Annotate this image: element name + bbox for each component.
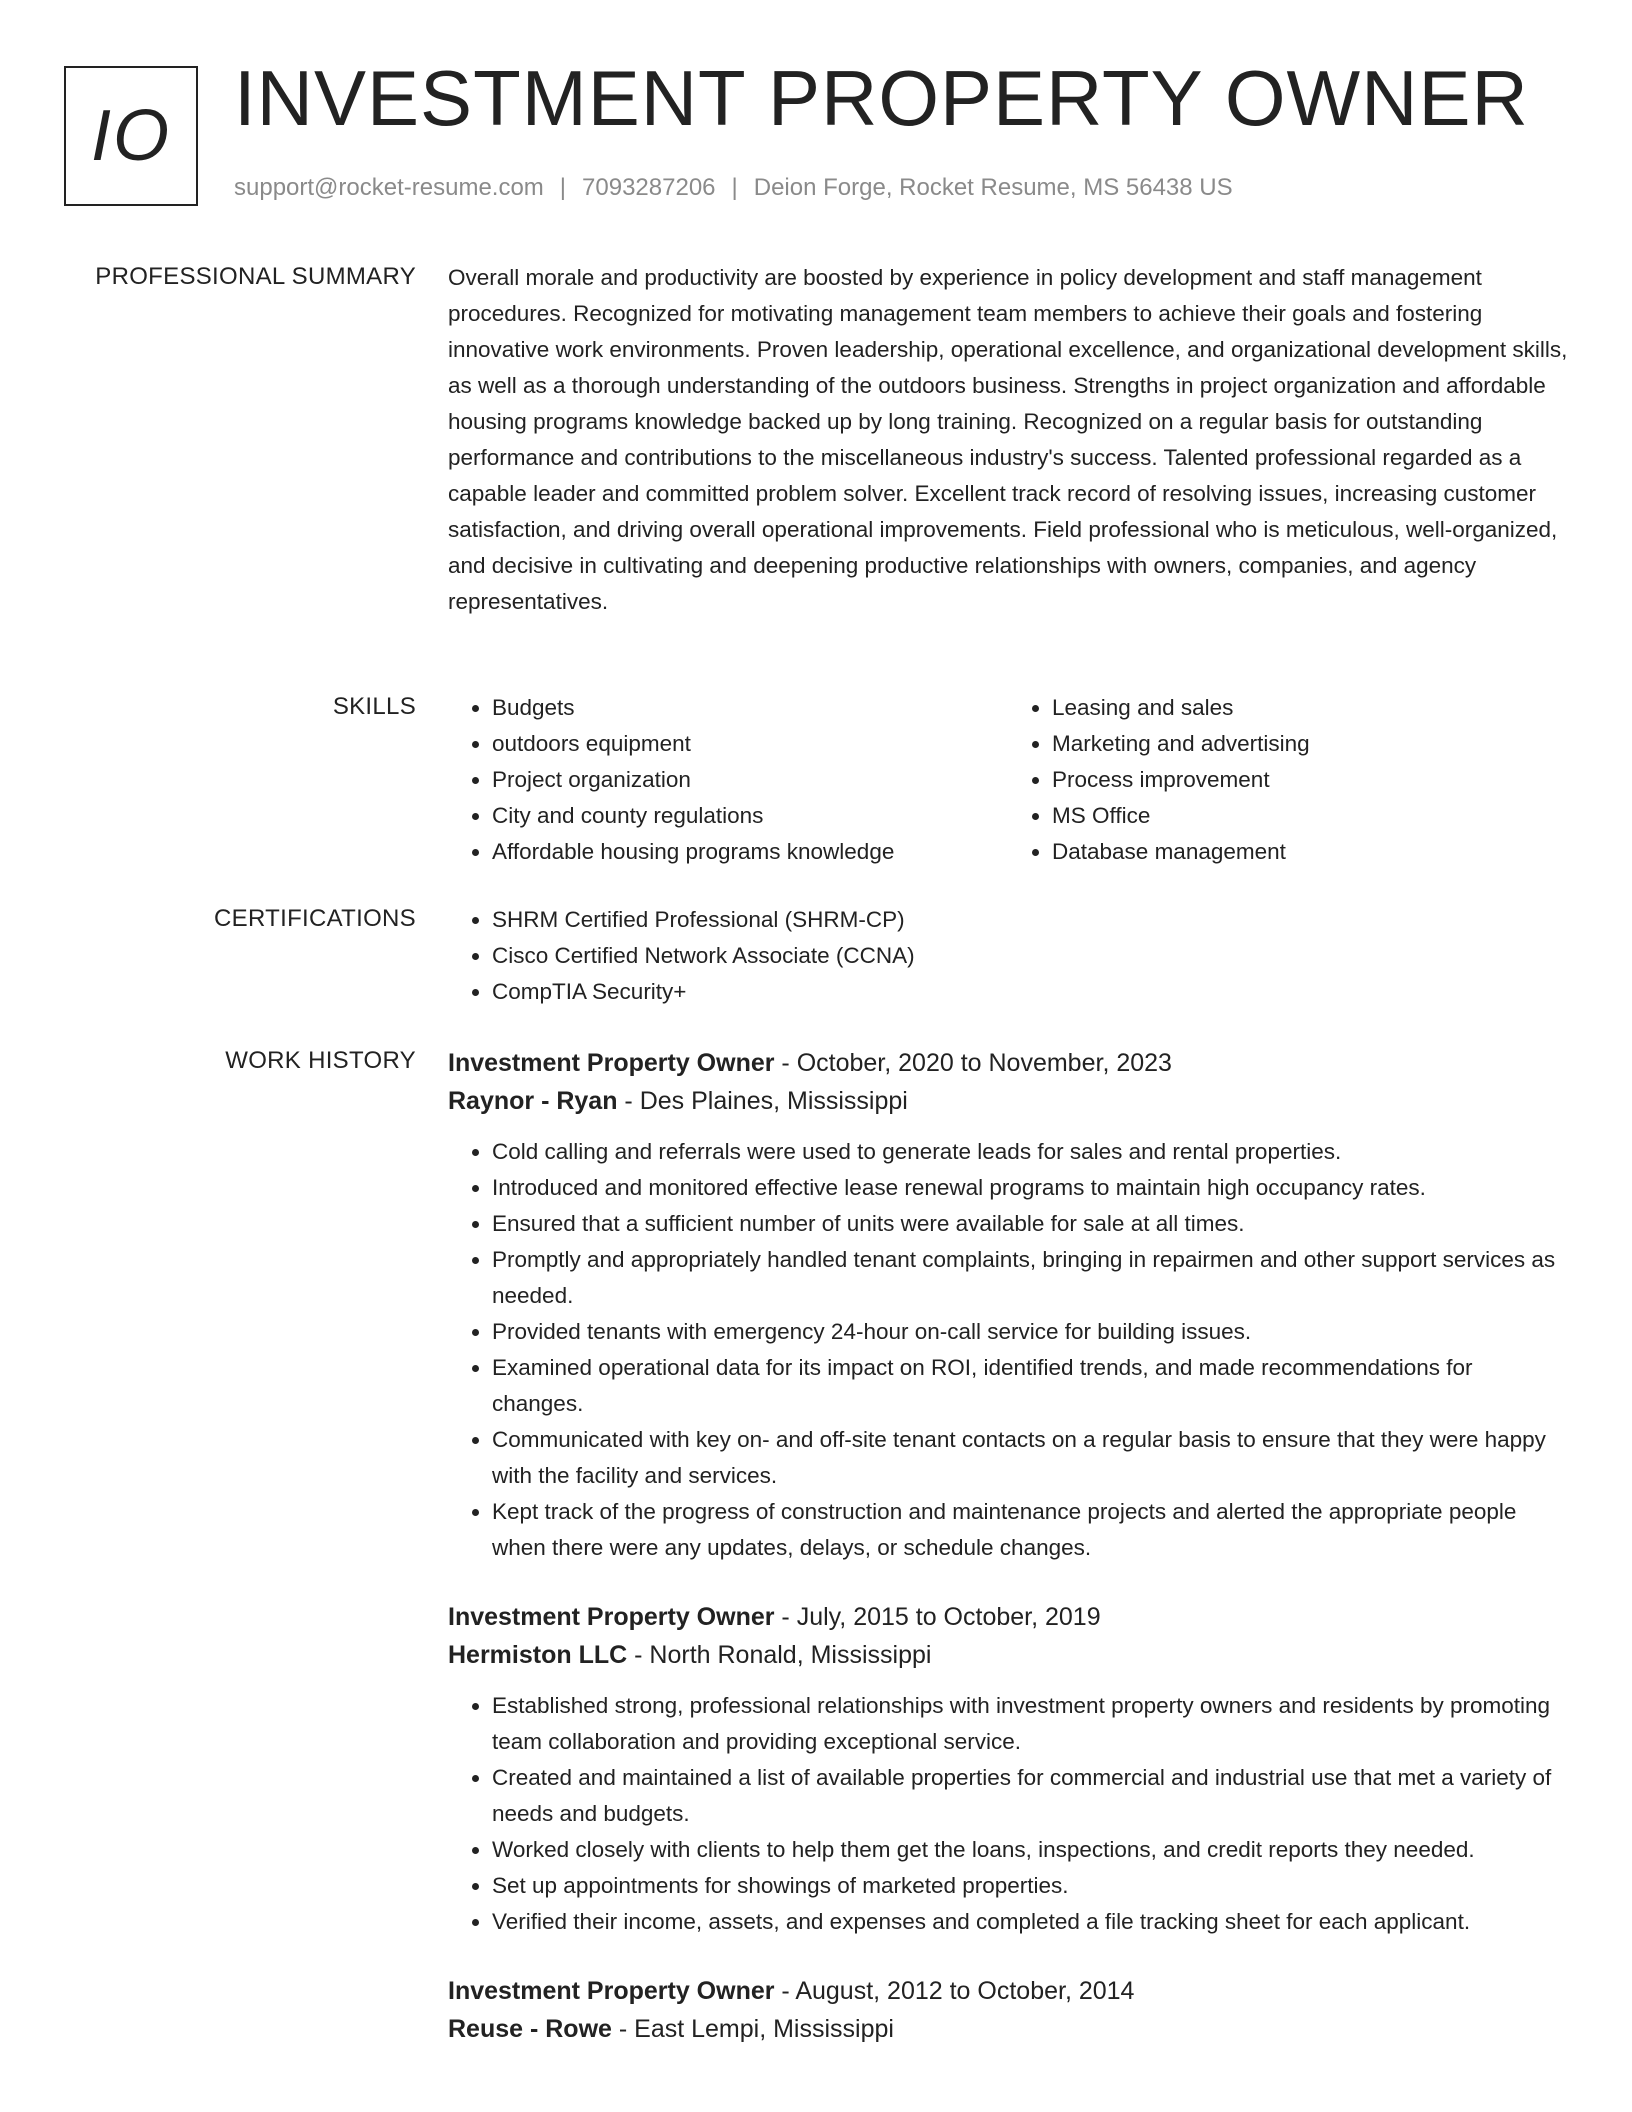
summary-text: Overall morale and productivity are boosted by experience in policy development and staff management procedures. Recognized for motivating management team members to achieve their goals and fostering innovative work environments. Proven leadership, operational excellence, and organizational development skills, as well as a thorough understanding of the outdoors business. Strengths in project organization and affordable housing programs knowledge backed up by long training. Recognized on a regular basis for outstanding performance and contributions to the miscellaneous industry's success. Talented professional regarded as a capable leader and committed problem solver. Excellent track record of resolving issues, increasing customer satisfaction, and driving overall operational improvements. Field professional who is meticulous, well-organized, and decisive in cultivating and deepening productive relationships with owners, companies, and agency representatives.	[448, 265, 1568, 614]
job-location: - North Ronald, Mississippi	[627, 1641, 932, 1669]
job-title-line	[448, 1598, 1568, 1636]
job-bullet: • Communicated with key on- and off-site tenant contacts on a regular basis to ensure that they were happy with the facility and services.	[492, 1422, 1568, 1494]
certification-item: • Cisco Certified Network Associate (CCNA)	[492, 938, 1568, 974]
job-entry	[448, 1044, 1568, 1566]
job-company-line	[448, 2010, 1568, 2048]
job-bullet: • Examined operational data for its impact on ROI, identified trends, and made recommendations for changes.	[492, 1350, 1568, 1422]
job-location: - East Lempi, Mississippi	[611, 2015, 894, 2043]
summary-body	[448, 260, 1568, 620]
job-bullet: • Introduced and monitored effective lease renewal programs to maintain high occupancy rates.	[492, 1170, 1568, 1206]
job-company: Raynor - Ryan	[448, 1087, 618, 1115]
skill-item: • Affordable housing programs knowledge	[492, 834, 1008, 870]
job-dates: - July, 2015 to October, 2019	[774, 1603, 1101, 1631]
contact-email[interactable]: support@rocket-resume.com	[234, 174, 544, 201]
job-title-line	[448, 1044, 1568, 1082]
job-title: Investment Property Owner	[448, 1977, 775, 2005]
skill-item: • outdoors equipment	[492, 726, 1008, 762]
skill-item: • Budgets	[492, 690, 1008, 726]
skill-item: • Database management	[1052, 834, 1568, 870]
job-bullets	[448, 1688, 1568, 1940]
job-bullet: • Created and maintained a list of available properties for commercial and industrial use that met a variety of needs and budgets.	[492, 1760, 1568, 1832]
job-bullet: • Promptly and appropriately handled tenant complaints, bringing in repairmen and other support services as needed.	[492, 1242, 1568, 1314]
contact-separator: |	[559, 174, 567, 201]
job-title-line	[448, 1972, 1568, 2010]
contact-address: Deion Forge, Rocket Resume, MS 56438 US	[753, 174, 1233, 201]
certifications-body	[448, 902, 1568, 1010]
contact-phone[interactable]: 7093287206	[582, 174, 716, 201]
skill-item: • Process improvement	[1052, 762, 1568, 798]
job-bullet: • Worked closely with clients to help them get the loans, inspections, and credit reports they needed.	[492, 1832, 1568, 1868]
certification-item: • CompTIA Security+	[492, 974, 1568, 1010]
skills-list-left	[448, 690, 1008, 870]
section-heading-summary: PROFESSIONAL SUMMARY	[95, 263, 416, 290]
section-heading-certifications: CERTIFICATIONS	[214, 905, 416, 932]
skill-item: • Leasing and sales	[1052, 690, 1568, 726]
job-company: Reuse - Rowe	[448, 2015, 612, 2043]
job-company-line	[448, 1636, 1568, 1674]
skills-body	[448, 690, 1568, 870]
work-history-body	[448, 1044, 1568, 2080]
job-bullet: • Verified their income, assets, and expenses and completed a file tracking sheet for each applicant.	[492, 1904, 1568, 1940]
job-entry	[448, 1598, 1568, 1940]
job-bullet: • Ensured that a sufficient number of units were available for sale at all times.	[492, 1206, 1568, 1242]
certifications-list	[448, 902, 1568, 1010]
page-title: INVESTMENT PROPERTY OWNER	[234, 54, 1529, 142]
job-dates: - August, 2012 to October, 2014	[774, 1977, 1135, 2005]
section-heading-skills: SKILLS	[332, 693, 416, 720]
job-bullet: • Provided tenants with emergency 24-hour on-call service for building issues.	[492, 1314, 1568, 1350]
job-bullet: • Set up appointments for showings of marketed properties.	[492, 1868, 1568, 1904]
job-company-line	[448, 1082, 1568, 1120]
job-title: Investment Property Owner	[448, 1049, 775, 1077]
skill-item: • City and county regulations	[492, 798, 1008, 834]
job-bullet: • Cold calling and referrals were used to generate leads for sales and rental properties.	[492, 1134, 1568, 1170]
job-title: Investment Property Owner	[448, 1603, 775, 1631]
job-bullets	[448, 1134, 1568, 1566]
job-company: Hermiston LLC	[448, 1641, 628, 1669]
skill-item: • Marketing and advertising	[1052, 726, 1568, 762]
job-bullet: • Kept track of the progress of construction and maintenance projects and alerted the appropriate people when there were any updates, delays, or schedule changes.	[492, 1494, 1568, 1566]
skill-item: • Project organization	[492, 762, 1008, 798]
job-entry	[448, 1972, 1568, 2048]
job-dates: - October, 2020 to November, 2023	[774, 1049, 1172, 1077]
contact-line	[234, 174, 1233, 202]
monogram: IO	[64, 66, 198, 206]
contact-separator: |	[731, 174, 738, 201]
section-heading-work-history: WORK HISTORY	[225, 1047, 416, 1074]
job-location: - Des Plaines, Mississippi	[617, 1087, 908, 1115]
certification-item: • SHRM Certified Professional (SHRM-CP)	[492, 902, 1568, 938]
job-bullet: • Established strong, professional relationships with investment property owners and residents by promoting team collaboration and providing exceptional service.	[492, 1688, 1568, 1760]
skills-list-right	[1008, 690, 1568, 870]
skill-item: • MS Office	[1052, 798, 1568, 834]
